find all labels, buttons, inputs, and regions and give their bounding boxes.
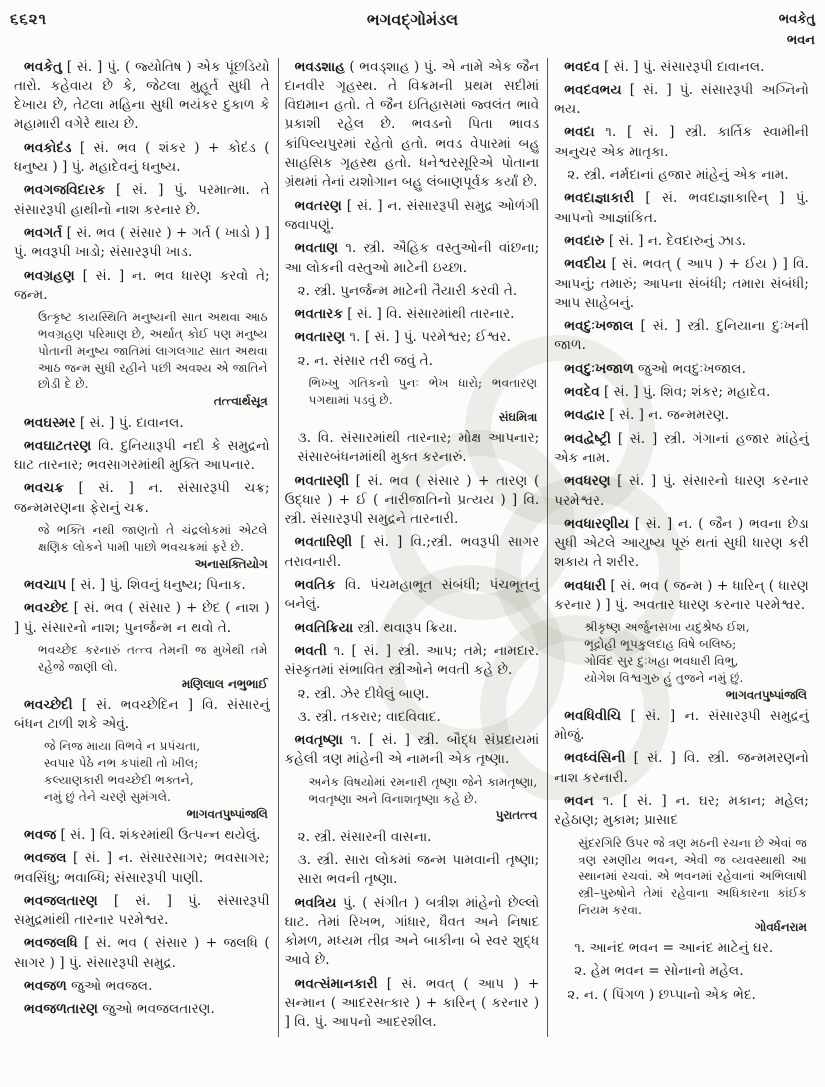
headword: ભવજલ bbox=[24, 850, 67, 867]
headword: ભવધ્વંસિની bbox=[564, 750, 626, 767]
dict-entry: ભવત્સંમાનકારી [ સં. ભવત્ ( આપ ) + સન્માન ( આદરસત્કાર ) + કારિન્ ( કરનાર ) ] વિ. પું. આપનો આદરશીલ. bbox=[284, 975, 540, 1031]
dict-entry: ભવદેવ [ સં. ] પું. શિવ; શંકર; મહાદેવ. bbox=[564, 384, 771, 401]
book-title: ભગવદ્ગોમંડલ bbox=[366, 10, 459, 29]
citation-source: ભાગવતપુષ્પાંજલિ bbox=[186, 806, 268, 821]
quotation-line: જે નિજ માયા વિભવે ન પ્રપંચતા, bbox=[44, 739, 201, 754]
headword: ભવદવ bbox=[564, 58, 600, 75]
dictionary-column-3 bbox=[547, 58, 817, 1037]
quotation-line: સ્વપાર પેઠે નભ કપાંથી તો ખીલ; bbox=[44, 756, 199, 771]
quotation-line: ભૂદ્રોહી ભૂપકુલદાહ વિષે બલિષ્ઠ; bbox=[584, 637, 737, 652]
dict-entry: ભવડશાહ ( ભવડ્શાહ ) પું. એ નામે એક જૈન દાનવીર ગૃહસ્થ. તે વિક્રમની પ્રથમ સદીમાં વિદ્યમાન હતો. તે જૈન ઇતિહાસમાં જ્વલંત ભાવે પ્રકાશી રહેલ છે. ભવડનો પિતા ભાવડ કાંપિલ્યપુરમાં રહેતો હતો. ભવડ વેપારમાં બહુ સાહસિક ગૃહસ્થ હતો. ધનેશ્વરસૂરિએ પોતાના ગ્રંથમાં તેનાં યશોગાન બહુ લંબાણપૂર્વક કર્યાં છે. bbox=[284, 58, 540, 191]
prose-quotation bbox=[14, 642, 270, 692]
dict-entry: ભવધિવીચિ [ સં. ] ન. સંસારરૂપી સમુદ્રનું મોજું. bbox=[554, 707, 809, 744]
dict-entry: ભવતિક્રિયા સ્ત્રી. થવારૂપ ક્રિયા. bbox=[294, 619, 458, 636]
citation-source: અનાસક્તિયોગ bbox=[194, 556, 268, 571]
dict-entry: ભવદા ૧. [ સં. ] સ્ત્રી. કાર્તિક સ્વામીની અનુચર એક માતૃકા. bbox=[554, 124, 809, 160]
headword: ભવદ્વાર bbox=[564, 407, 606, 424]
citation-source: ગોવર્ધનરામ bbox=[754, 919, 807, 934]
dict-entry: ભવકોદંડ [ સં. ભવ ( શંકર ) + કોદંડ ( ધનુષ્ય ) ] પું. મહાદેવનું ધનુષ્ય. bbox=[14, 139, 270, 176]
entry-sense: ૩. સ્ત્રી. સારા લોકમાં જન્મ પામવાની તૃષ્ણા; સારા ભવની તૃષ્ણા. bbox=[297, 851, 540, 888]
verse-quotation bbox=[554, 619, 809, 703]
dict-entry: ભવધ્વંસિની [ સં. ] વિ. સ્ત્રી. જન્મમરણનો નાશ કરનારી. bbox=[554, 750, 809, 786]
citation-source: મણિલાલ નભુભાઈ bbox=[181, 676, 268, 691]
quotation-line: ઉત્કૃષ્ટ કાયસ્થિતિ મનુષ્યની સાત અથવા આઠ ભવગ્રહણ પરિમાણ છે, અર્થાત્ કોઈ પણ મનુષ્ય પોતાની મનુષ્ય જાતિમાં લાગલગાટ સાત અથવા આઠ જન્મ સુધી રહીને પછી અવશ્ય એ જાતિને છોડી દે છે. bbox=[38, 310, 268, 392]
headword: ભવદાજ્ઞાકારી bbox=[564, 190, 635, 207]
guide-word-last: ભવન bbox=[786, 32, 815, 48]
entry-sense: ૨. ન. સંસાર તરી જવું તે. bbox=[297, 352, 433, 369]
dict-entry: ભવચાપ [ સં. ] પું. શિવનું ધનુષ્ય; પિનાક. bbox=[24, 576, 246, 593]
headword: ભવત્રિય bbox=[294, 894, 337, 911]
dict-entry: ભવતી ૧. [ સં. ] સ્ત્રી. આપ; તમે; નામદાર. સંસ્કૃતમાં સંભાવિત સ્ત્રીઓને ભવતી કહે છે. bbox=[284, 642, 540, 679]
dict-entry: ભવતારણી [ સં. ભવ ( સંસાર ) + તારણ ( ઉદ્ધાર ) + ઈ ( નારીજાતિનો પ્રત્યય ) ] વિ. સ્ત્રી. સંસારરૂપી સમુદ્રને તારનારી. bbox=[284, 472, 540, 528]
citation-source: સંઘમિત્રા bbox=[498, 409, 538, 424]
dict-entry: ભવદ્વેષ્ટ્રી [ સં. ] સ્ત્રી. ગંગાનાં હજાર માંહેનું એક નામ. bbox=[554, 430, 809, 466]
headword: ભવગર્ત bbox=[24, 224, 63, 241]
dict-entry: ભવઘાટતરણ વિ. દુનિયારૂપી નદી કે સમુદ્રનો ઘાટ તારનાર; ભવસાગરમાંથી મુક્તિ આપનાર. bbox=[14, 437, 270, 474]
prose-quotation bbox=[285, 375, 540, 425]
guide-word-first: ભવકેતુ bbox=[778, 12, 815, 27]
dict-entry: ભવતારણ ૧. [ સં. ] પું. પરમેશ્વર; ઈશ્વર. bbox=[294, 329, 511, 346]
dict-entry: ભવતારિણી [ સં. ] વિ.;સ્ત્રી. ભવરૂપી સાગર તરાવનારી. bbox=[284, 534, 540, 570]
prose-quotation bbox=[14, 522, 270, 572]
verse-quotation bbox=[14, 738, 270, 822]
dict-entry: ભવજલતારણ [ સં. ] પું. સંસારરૂપી સમુદ્રમાંથી તારનાર પરમેશ્વર. bbox=[14, 892, 270, 929]
headword: ભવદા bbox=[564, 124, 595, 141]
headword: ભવતૃષ્ણા bbox=[294, 732, 343, 749]
dict-entry: ભવગજવિદારક [ સં. ] પું. પરમાત્મા. તે સંસારરૂપી હાથીનો નાશ કરનાર છે. bbox=[14, 182, 270, 218]
headword: ભવદ્વેષ્ટ્રી bbox=[564, 430, 612, 447]
dict-entry: ભવજલધિ [ સં. ભવ ( સંસાર ) + જલધિ ( સાગર ) ] પું. સંસારરૂપી સમુદ્ર. bbox=[14, 935, 270, 971]
headword: ભવચક્ર bbox=[24, 480, 64, 497]
headword: ભવધારી bbox=[564, 577, 606, 594]
quotation-line: શ્રીકૃષ્ણ અર્જુનસખા યદુશ્રેષ્ઠ ઈશ, bbox=[584, 620, 750, 635]
headword: ભવજળ bbox=[24, 978, 67, 995]
headword: ભવતારણ bbox=[294, 329, 346, 346]
headword: ભવજલતારણ bbox=[24, 892, 98, 909]
headword: ભવદારુ bbox=[564, 232, 605, 249]
headword: ભવતારક bbox=[294, 306, 343, 323]
headword: ભવતાણ bbox=[294, 240, 339, 257]
quotation-line: જે ભક્તિ નથી જાણતો તે ચંદ્રલોકમાં એટલે ક્ષણિક લોકને પામી પાછો ભવચક્રમાં ફરે છે. bbox=[38, 523, 268, 554]
headword: ભવગજવિદારક bbox=[24, 182, 106, 199]
entry-idiom: ૧. આનંદ ભવન = આનંદ માટેનું ઘર. bbox=[574, 940, 774, 957]
headword: ભવઘસ્મર bbox=[24, 414, 76, 431]
citation-source: ભાગવતપુષ્પાંજલિ bbox=[725, 687, 807, 702]
dict-entry: ભવતૃષ્ણા ૧. [ સં. ] સ્ત્રી. બૌદ્ધ સંપ્રદાયમાં કહેલી ત્રણ માંહેની એ નામની એક તૃષ્ણા. bbox=[284, 732, 540, 768]
headword: ભવકોદંડ bbox=[24, 139, 72, 156]
headword: ભવતરણ bbox=[294, 197, 342, 214]
headword: ભવચ્છેદ bbox=[24, 600, 69, 617]
headword: ભવજલધિ bbox=[24, 935, 78, 952]
dict-entry: ભવદાજ્ઞાકારી [ સં. ભવદાજ્ઞાકારિન્ ] પું. આપનો આજ્ઞાંકિત. bbox=[554, 190, 809, 226]
dict-entry: ભવત્રિય પું. ( સંગીત ) બત્રીશ માંહેનો છેલ્લો ઘાટ. તેમાં રિખભ, ગાંધાર, ધૈવત અને નિષાદ કોમળ, મધ્યમ તીવ્ર અને બાકીના બે સ્વર શુદ્ધ આવે છે. bbox=[284, 894, 540, 969]
dict-entry: ભવધારી [ સં. ભવ ( જન્મ ) + ધારિન્ ( ધારણ કરનાર ) ] પું. અવતાર ધારણ કરનાર પરમેશ્વર. bbox=[554, 577, 809, 614]
dict-entry: ભવદારુ [ સં. ] ન. દેવદારુનું ઝાડ. bbox=[564, 232, 746, 249]
dict-entry: ભવન ૧. [ સં. ] ન. ઘર; મકાન; મહેલ; રહેઠાણ; મુકામ; પ્રાસાદ bbox=[554, 793, 809, 829]
dict-entry: ભવતારક [ સં. ] વિ. સંસારમાંથી તારનાર. bbox=[294, 306, 515, 323]
quotation-line: યોગેશ વિશ્વગુરુ હું તુજને નમું છું. bbox=[584, 670, 744, 685]
headword: ભવડશાહ bbox=[294, 58, 345, 75]
headword: ભવધરણ bbox=[564, 473, 611, 490]
headword: ભવધારણીય bbox=[564, 515, 629, 532]
dict-entry: ભવધારણીય [ સં. ] ન. ( જૈન ) ભવના છેડા સુધી એટલે આયુષ્ય પૂરું થતાં સુધી ધારણ કરી શકાય તે શરીર. bbox=[554, 515, 809, 571]
dict-entry: ભવદવભય [ સં. ] પું. સંસારરૂપી અગ્નિનો ભય. bbox=[554, 81, 809, 118]
dict-entry: ભવચ્છેદી [ સં. ભવચ્છેદિન ] વિ. સંસારનું બંધન ટાળી શકે એવું. bbox=[14, 696, 270, 733]
headword: ભવતારિણી bbox=[294, 534, 353, 551]
headword: ભવજ bbox=[24, 826, 57, 843]
headword: ભવદુઃખજાલ bbox=[564, 318, 634, 335]
citation-source: તત્ત્વાર્થસૂત્ર bbox=[213, 394, 268, 409]
entry-sense: ૨. ન. ( પિંગળ ) છપ્પાનો એક ભેદ. bbox=[567, 986, 756, 1003]
guide-words bbox=[675, 10, 815, 52]
headword: ભવતિક bbox=[294, 577, 336, 594]
headword: ભવઘાટતરણ bbox=[24, 437, 92, 454]
citation-source: પુરાતત્ત્વ bbox=[495, 808, 538, 823]
dict-entry: ભવજળ જુઓ ભવજલ. bbox=[24, 978, 153, 995]
entry-idiom: ૨. હેમ ભવન = સોનાનો મહેલ. bbox=[574, 963, 744, 980]
dict-entry: ભવતરણ [ સં. ] ન. સંસારરૂપી સમુદ્ર ઓળંગી જવાપણું. bbox=[284, 197, 540, 233]
entry-sense: ૨. સ્ત્રી. સંસારની વાસના. bbox=[297, 828, 432, 845]
dict-entry: ભવગ્રહણ [ સં. ] ન. ભવ ધારણ કરવો તે; જન્મ. bbox=[14, 267, 270, 303]
prose-quotation bbox=[285, 774, 540, 824]
entry-sense: ૨. સ્ત્રી. નર્મદાનાં હજાર માંહેનું એક નામ. bbox=[567, 167, 789, 184]
entry-sense: ૨. સ્ત્રી. ઝેર દીધેલું બાણ. bbox=[297, 685, 430, 702]
headword: ભવદુઃખજાળ bbox=[564, 360, 634, 377]
dict-entry: ભવતિક વિ. પંચમહાભૂત સંબંધી; પંચભૂતનું બનેલું. bbox=[284, 577, 540, 613]
headword: ભવત્સંમાનકારી bbox=[294, 975, 378, 992]
headword: ભવચાપ bbox=[24, 576, 67, 593]
quotation-line: ગોવિંદ સુર દુઃખહા ભવધારી વિભુ, bbox=[584, 653, 739, 668]
quotation-line: ભવચ્છેદ કરનારું તત્ત્વ તેમની જ મુખેથી તમે રહેજે જાણી લો. bbox=[38, 642, 268, 674]
headword: ભવકેતુ bbox=[24, 58, 62, 75]
entry-sense: ૨. સ્ત્રી. પુનર્જન્મ માટેની તૈયારી કરવી તે. bbox=[297, 282, 518, 299]
page-number: ૬૬૨૧ bbox=[10, 10, 47, 28]
dict-entry: ભવચક્ર [ સં. ] ન. સંસારરૂપી ચક્ર; જન્મમરણના ફેરાનું ચક્ર. bbox=[14, 480, 270, 516]
dict-entry: ભવદુઃખજાળ જુઓ ભવદુઃખજાલ. bbox=[564, 360, 746, 377]
dict-entry: ભવદ્વાર [ સં. ] ન. જન્મમરણ. bbox=[564, 407, 730, 424]
dict-entry: ભવકેતુ [ સં. ] પું. ( જ્યોતિષ ) એક પૂંછડિયો તારો. કહેવાય છે કે, જેટલા મુહૂર્ત સુધી તે દેખાય છે, તેટલા મહિના સુધી ભયંકર દુકાળ કે મહામારી વગેરે થાય છે. bbox=[14, 58, 270, 133]
headword: ભવચ્છેદી bbox=[24, 696, 73, 713]
headword: ભવતારણી bbox=[294, 472, 350, 489]
prose-quotation bbox=[554, 835, 809, 935]
entry-sense: ૩. વિ. સંસારમાંથી તારનાર; મોક્ષ આપનાર; સંસારબંધનમાંથી મુક્ત કરનારું. bbox=[297, 429, 540, 466]
dict-entry: ભવજલ [ સં. ] ન. સંસારસાગર; ભવસાગર; ભવસિંધુ; ભવાબ્ધિ; સંસારરૂપી પાણી. bbox=[14, 850, 270, 886]
headword: ભવધિવીચિ bbox=[564, 707, 622, 724]
quotation-line: નમું છું તેને ચરણે સુમંગલે. bbox=[44, 789, 171, 804]
quotation-line: ભિખ્ખુ ગતિકનો પુનઃ ભેખ ધારો; ભવતારણ પગથામાં પડવું છે. bbox=[308, 376, 538, 407]
dictionary-column-2 bbox=[278, 58, 548, 1037]
page-header bbox=[10, 10, 815, 52]
quotation-line: કલ્યાણકારી ભવચ્છેદી ભક્તને, bbox=[44, 773, 194, 788]
quotation-line: અનેક વિષયોમાં રમનારી તૃષ્ણા જેને કામતૃષ્ણા, ભવતૃષ્ણા અને વિનાશતૃષ્ણા કહે છે. bbox=[308, 774, 538, 806]
dict-entry: ભવજ [ સં. ] વિ. શંકરમાંથી ઉત્પન્ન થયેલું. bbox=[24, 826, 261, 843]
headword: ભવદેવ bbox=[564, 384, 600, 401]
dict-entry: ભવદીય [ સં. ભવત્ ( આપ ) + ઈય ) ] વિ. આપનું; તમારું; આપના સંબંધી; તમારા સંબંધી; આપ સાહેબનું. bbox=[554, 256, 809, 311]
entry-sense: ૩. સ્ત્રી. તકરાર; વાદવિવાદ. bbox=[297, 708, 441, 725]
dict-entry: ભવજળતારણ જુઓ ભવજલતારણ. bbox=[24, 1001, 215, 1018]
headword: ભવદવભય bbox=[564, 81, 622, 98]
dict-entry: ભવતાણ ૧. સ્ત્રી. ઐહિક વસ્તુઓની વાંછના; આ લોકની વસ્તુઓ માટેની ઇચ્છા. bbox=[284, 240, 540, 276]
dict-entry: ભવચ્છેદ [ સં. ભવ ( સંસાર ) + છેદ ( નાશ ) ] પું. સંસારનો નાશ; પુનર્જન્મ ન થવો તે. bbox=[14, 600, 270, 636]
dict-entry: ભવઘસ્મર [ સં. ] પું. દાવાનલ. bbox=[24, 414, 184, 431]
headword: ભવદીય bbox=[564, 256, 607, 273]
dictionary-column-1 bbox=[8, 58, 278, 1037]
headword: ભવતિક્રિયા bbox=[294, 619, 354, 636]
headword: ભવગ્રહણ bbox=[24, 267, 75, 284]
headword: ભવન bbox=[564, 793, 594, 810]
quotation-line: સુંદરગિરિ ઉપર જે ત્રણ મઠની રચના છે એવાં જ ત્રણ રમણીય ભવન, એવી જ વ્યવસ્થાથી આ સ્થાનમાં રચવાં. એ ભવનમાં રહેવાનાં અભિલાષી સ્ત્રી–પુરુષોને તેમાં રહેવાના અધિકારના કાંઈક નિયમ કરવા. bbox=[578, 835, 807, 917]
headword: ભવતી bbox=[294, 642, 327, 659]
dict-entry: ભવગર્ત [ સં. ભવ ( સંસાર ) + ગર્ત ( ખાડો ) ] પું. ભવરૂપી ખાડો; સંસારરૂપી ખાડ. bbox=[14, 224, 270, 261]
dict-entry: ભવધરણ [ સં. ] પું. સંસારનો ધારણ કરનાર પરમેશ્વર. bbox=[554, 473, 809, 509]
dictionary-columns bbox=[8, 58, 817, 1037]
dict-entry: ભવદવ [ સં. ] પું. સંસારરૂપી દાવાનલ. bbox=[564, 58, 765, 75]
headword: ભવજળતારણ bbox=[24, 1001, 99, 1018]
prose-quotation bbox=[14, 309, 270, 409]
dict-entry: ભવદુઃખજાલ [ સં. ] સ્ત્રી. દુનિયાના દુઃખની જાળ. bbox=[554, 318, 809, 354]
